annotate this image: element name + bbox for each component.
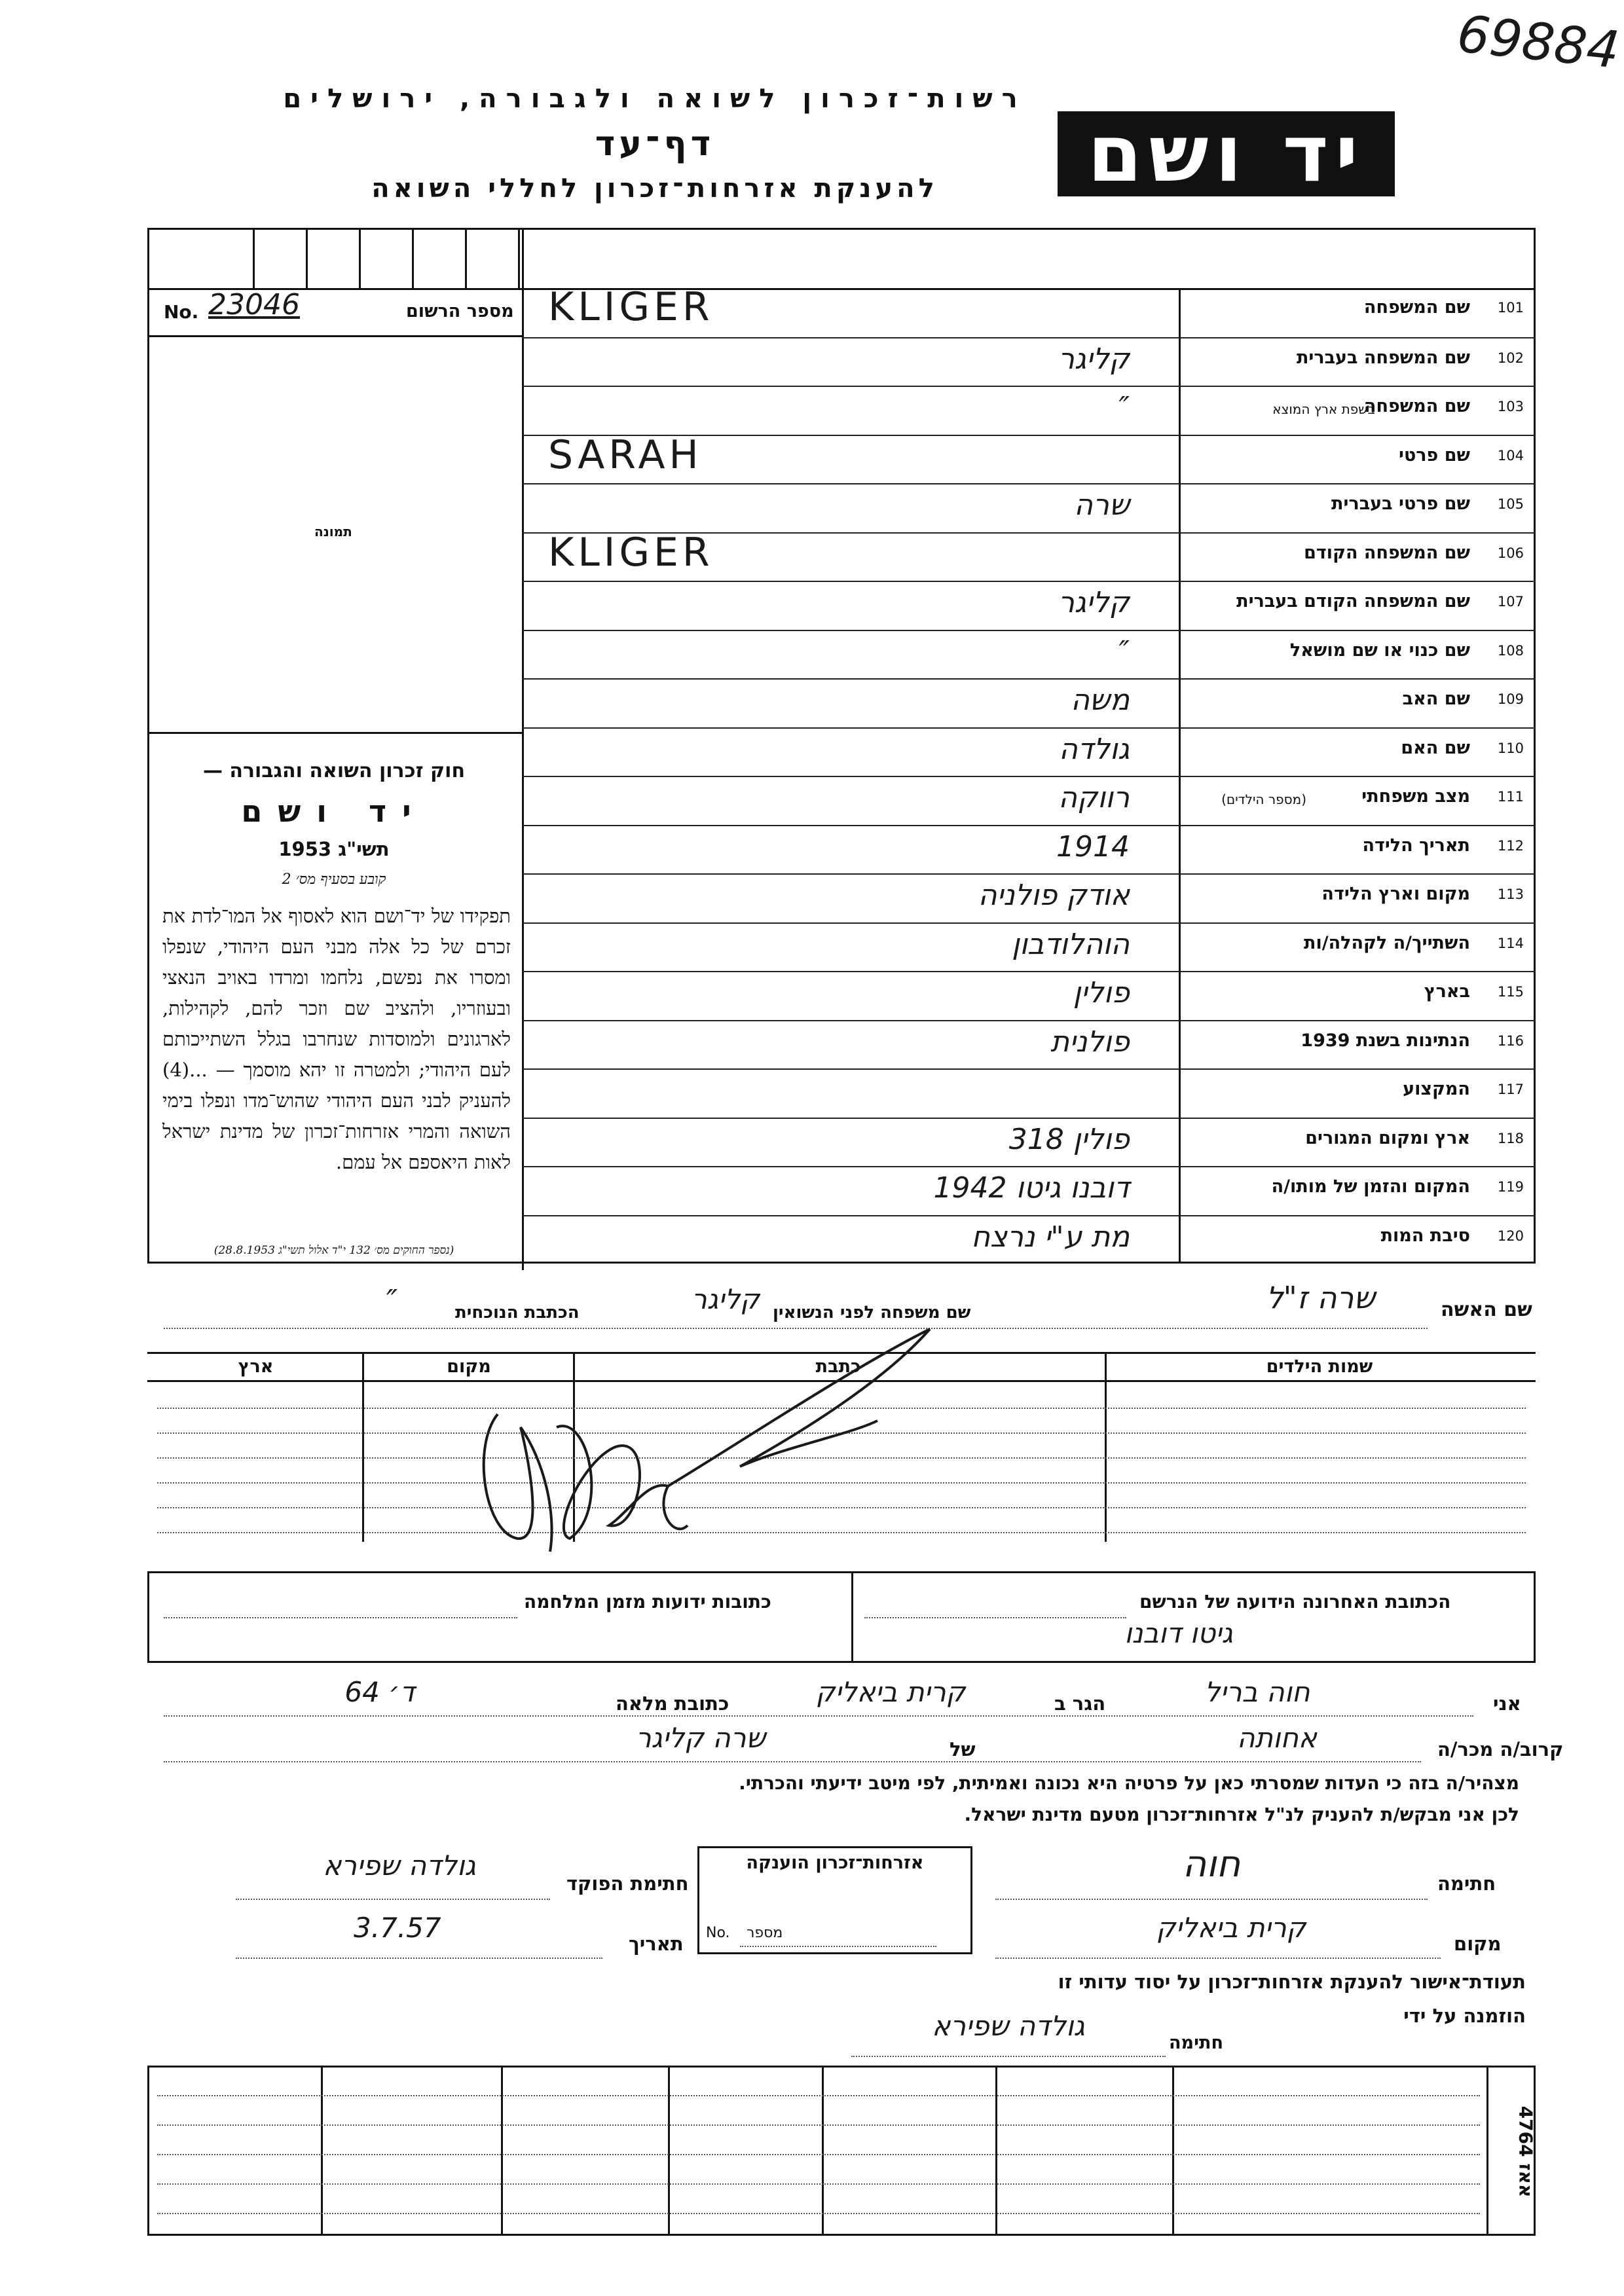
certificate-number-label: מספר [747, 1925, 783, 1941]
field-row [522, 873, 1536, 924]
law-name: יד ושם [241, 793, 427, 829]
field-row [522, 776, 1536, 826]
field-number: 119 [1497, 1179, 1524, 1195]
declarant-full-address-label: כתובת מלאה [616, 1692, 729, 1715]
field-value[interactable]: שרה [1074, 488, 1130, 522]
field-number: 112 [1497, 837, 1524, 854]
last-known-address-value: גיטו דובנו [1124, 1617, 1233, 1649]
field-label: תאריך הלידה [1362, 835, 1470, 856]
field-row [522, 1215, 1536, 1266]
field-number: 102 [1497, 350, 1524, 366]
field-label: שם פרטי בעברית [1331, 494, 1470, 514]
children-header-country: ארץ [238, 1357, 274, 1377]
field-label: שם המשפחה [1363, 396, 1470, 416]
field-label: סיבת המות [1380, 1225, 1470, 1246]
field-row [522, 630, 1536, 680]
field-row [522, 284, 1536, 337]
field-number: 114 [1497, 935, 1524, 951]
place-value: קרית ביאליק [1156, 1912, 1306, 1944]
field-label: השתייך/ה לקהלה/ות [1304, 932, 1470, 953]
declarant-full-address-value: ד׳ 64 [344, 1676, 415, 1708]
field-row [522, 922, 1536, 973]
field-row [522, 825, 1536, 875]
officer-signature: גולדה שפירא [323, 1850, 476, 1882]
field-number: 105 [1497, 496, 1524, 512]
declarant-signature-label: חתימה [1437, 1872, 1496, 1895]
field-number: 110 [1497, 740, 1524, 756]
declarant-residing-label: הגר ב [1054, 1692, 1106, 1715]
certification-signature: גולדה שפירא [932, 2010, 1085, 2042]
field-label: שם האב [1402, 689, 1470, 709]
field-number: 118 [1497, 1130, 1524, 1146]
field-value[interactable]: KLIGER [548, 529, 714, 575]
field-row [522, 1166, 1536, 1216]
field-value[interactable]: הוהלודבון [1012, 927, 1130, 961]
field-value[interactable]: SARAH [548, 431, 703, 478]
field-label: המקום והזמן של מותו/ה [1271, 1176, 1470, 1197]
field-value[interactable]: קליגר [1058, 586, 1130, 619]
office-grid-line [157, 2095, 1480, 2096]
children-header-address: כתבת [815, 1357, 861, 1377]
field-row [522, 1020, 1536, 1070]
field-value[interactable]: גולדה [1059, 732, 1130, 766]
field-value[interactable]: רווקה [1058, 781, 1130, 814]
office-grid-line [157, 2154, 1480, 2155]
field-number: 103 [1497, 399, 1524, 414]
declarant-of-label: של [950, 1738, 976, 1760]
field-value[interactable]: פולנית [1050, 1025, 1130, 1059]
field-row [522, 1118, 1536, 1168]
field-label: שם המשפחה הקודם [1304, 542, 1470, 563]
field-number: 115 [1497, 984, 1524, 1000]
authority-title: רשות־זכרון לשואה ולגבורה, ירושלים [283, 84, 1027, 114]
field-number: 113 [1497, 886, 1524, 902]
children-header-place: מקום [447, 1357, 491, 1377]
request-text: לכן אני מבקש/ת להעניק לנ"ל אזרחות־זכרון מטעם מדינת ישראל. [964, 1804, 1519, 1825]
field-value[interactable]: פולין [1073, 976, 1130, 1010]
registration-number: 23046 [208, 288, 300, 321]
date-value: 3.7.57 [354, 1912, 441, 1944]
side-code: אאז 4764 [1515, 2105, 1537, 2198]
field-note: בשפת ארץ המוצא [1272, 401, 1375, 417]
field-row [522, 483, 1536, 534]
field-value[interactable]: קליגר [1058, 342, 1130, 376]
field-label: מקום וארץ הלידה [1321, 884, 1470, 904]
field-label: מצב משפחתי [1361, 786, 1470, 807]
field-value[interactable]: 1914 [1056, 829, 1130, 864]
office-grid [147, 2066, 1536, 2236]
declaration-text: מצהיר/ה בזה כי העדות שמסרתי כאן על פרטיה היא נכונה ואמיתית, לפי מיטב ידיעתי והכרתי. [739, 1772, 1519, 1794]
field-number: 108 [1497, 642, 1524, 659]
law-clause: קובע בסעיף מס׳ 2 [282, 871, 386, 888]
field-label: שם המשפחה בעברית [1296, 347, 1470, 368]
declarant-of-value: שרה קליגר [635, 1722, 766, 1754]
field-label: שם המשפחה [1363, 297, 1470, 318]
law-title: חוק זכרון השואה והגבורה — [202, 759, 466, 782]
last-known-address-label: הכתובת האחרונה הידועה של הנרשם [1139, 1591, 1451, 1613]
field-row [522, 581, 1536, 631]
field-value[interactable]: דובנו גיטו 1942 [933, 1171, 1130, 1205]
wartime-address-label: כתובות ידועות מזמן המלחמה [524, 1591, 771, 1613]
date-label: תאריך [629, 1933, 684, 1955]
registration-no-prefix: No. [164, 301, 199, 323]
field-row [522, 678, 1536, 729]
field-number: 101 [1497, 300, 1524, 316]
place-label: מקום [1454, 1933, 1502, 1955]
declarant-name: חוה בריל [1204, 1676, 1310, 1708]
field-value[interactable]: אודק פולניה [978, 879, 1130, 912]
field-value[interactable]: ″ [1118, 634, 1130, 668]
wife-label: שם האשה [1441, 1298, 1532, 1321]
field-label: שם כנוי או שם מושאל [1289, 640, 1470, 661]
law-text: תפקידו של יד־ושם הוא לאסוף אל המו־לדת את זכרם של כל אלה מבני העם היהודי, שנפלו ומסרו את נפשם, נלחמו ומרדו באויב הנאצי ובעוזריו, ולהציב שם וזכר להם, לקהילות, לארגונים ולמוסדות שנחרבו בגלל השתייכותם לעם היהודי; ולמטרה זו יהא מוסמך — ...(4) להעניק לבני העם היהודי שהוש־מדו ונפלו בימי השואה והמרי אזרחות־זכרון של מדינת ישראל לאות היאספם אל עמם. [162, 905, 511, 1173]
field-value[interactable]: משה [1071, 683, 1130, 717]
children-header-names: שמות הילדים [1266, 1357, 1373, 1377]
office-grid-line [157, 2213, 1480, 2214]
field-label: בארץ [1424, 981, 1470, 1002]
law-footnote: (נספר החוקים מס׳ 132 י"ד אלול תשי"ג 28.8.1953) [213, 1244, 454, 1257]
field-row [522, 386, 1536, 436]
field-value[interactable]: KLIGER [548, 284, 714, 330]
field-number: 107 [1497, 594, 1524, 610]
certificate-title: אזרחות־זכרון הוענקה [746, 1853, 924, 1873]
form-subtitle: להענקת אזרחות־זכרון לחללי השואה [371, 173, 938, 204]
field-number: 109 [1497, 691, 1524, 707]
form-title: דף־עד [595, 124, 715, 164]
wife-value: שרה ז"ל [1266, 1280, 1375, 1315]
certification-signature-label: חתימה [1169, 2033, 1224, 2053]
field-value[interactable]: מת ע"י נרצח [971, 1220, 1130, 1254]
field-row [522, 1068, 1536, 1119]
certificate-no-label: No. [706, 1925, 730, 1941]
yad-vashem-logo: יד ושם [1058, 111, 1395, 196]
field-row [522, 529, 1536, 583]
field-label: שם פרטי [1399, 445, 1470, 465]
field-label: ארץ ומקום המגורים [1305, 1127, 1470, 1148]
field-label: הנתינות בשנת 1939 [1301, 1030, 1470, 1051]
field-number: 111 [1497, 789, 1524, 805]
field-value[interactable]: ″ [1118, 391, 1130, 424]
wife-maiden-label: שם משפחה לפני הנשואין [773, 1303, 971, 1322]
office-grid-line [157, 2183, 1480, 2185]
field-row [522, 727, 1536, 778]
field-label: שם האם [1401, 737, 1470, 758]
officer-signature-label: חתימת הפוקד [566, 1872, 689, 1895]
certification-text: תעודת־אישור להענקת אזרחות־זכרון על יסוד עדותי זו [1058, 1971, 1526, 1993]
field-number: 117 [1497, 1082, 1524, 1097]
declarant-residing-value: קרית ביאליק [815, 1676, 966, 1708]
photo-label: תמונה [314, 524, 352, 539]
declarant-relation-value: אחותה [1236, 1722, 1317, 1754]
field-row [522, 971, 1536, 1021]
scribble-signature [458, 1316, 969, 1565]
wife-maiden-value: קליגר [691, 1283, 760, 1315]
registration-label: מספר הרשום [406, 301, 514, 321]
field-label: המקצוע [1403, 1079, 1470, 1099]
wife-address-value: ″ [386, 1283, 398, 1319]
document-number-handwritten: 69884 [1454, 5, 1623, 81]
office-grid-line [157, 2124, 1480, 2126]
field-number: 120 [1497, 1228, 1524, 1244]
field-number: 104 [1497, 447, 1524, 464]
declarant-signature: חוה [1182, 1843, 1241, 1886]
certification-issued-label: הוזמנה על ידי [1403, 2005, 1526, 2027]
field-row [522, 337, 1536, 388]
field-value[interactable]: פולין 318 [1008, 1122, 1130, 1156]
field-row [522, 431, 1536, 485]
field-note: (מספר הילדים) [1221, 792, 1306, 807]
field-label: שם המשפחה הקודם בעברית [1236, 591, 1470, 611]
law-year: תשי"ג 1953 [278, 838, 390, 860]
wife-address-label: הכתבת הנוכחית [455, 1303, 580, 1322]
field-number: 116 [1497, 1032, 1524, 1049]
declarant-i-label: אני [1493, 1692, 1521, 1715]
field-number: 106 [1497, 545, 1524, 561]
declarant-relation-label: קרוב/ה מכר/ה [1437, 1738, 1564, 1760]
